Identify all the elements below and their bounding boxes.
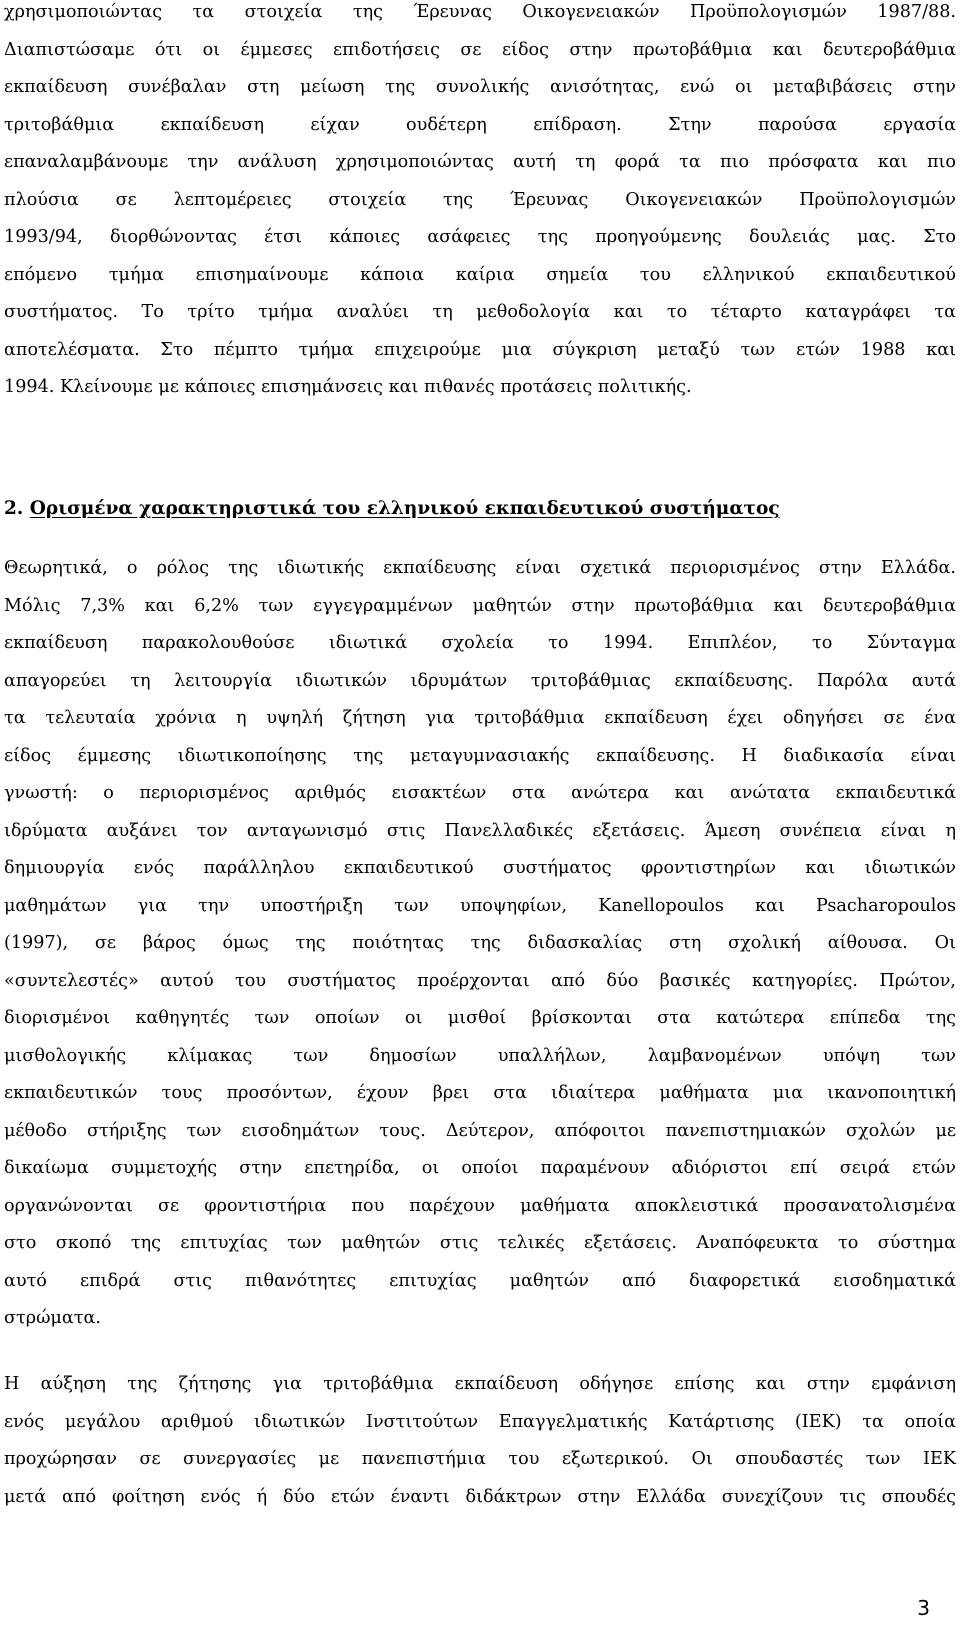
text-line: ιδρύματα αυξάνει τον ανταγωνισμό στις Πανελλαδικές εξετάσεις. Άμεση συνέπεια είναι η bbox=[4, 820, 956, 841]
intro-paragraph bbox=[4, 0, 956, 407]
text-line: 1993/94, διορθώνοντας έτσι κάποιες ασάφειες της προηγούμενης δουλειάς μας. Στο bbox=[4, 227, 956, 247]
text-line: μαθημάτων για την υποστήριξη των υποψηφίων, Kanellopoulos και Psacharopoulos bbox=[4, 895, 956, 916]
text-line: πλούσια σε λεπτομέρειες στοιχεία της Έρευνας Οικογενειακών Προϋπολογισμών bbox=[4, 189, 956, 210]
text-line: αποτελέσματα. Στο πέμπτο τμήμα επιχειρούμε μια σύγκριση μεταξύ των ετών 1988 και bbox=[4, 339, 956, 360]
text-line: εκπαίδευση συνέβαλαν στη μείωση της συνολικής ανισότητας, ενώ οι μεταβιβάσεις στην bbox=[4, 77, 956, 97]
text-line: απαγορεύει τη λειτουργία ιδιωτικών ιδρυμάτων τριτοβάθμιας εκπαίδευσης. Παρόλα αυτά bbox=[4, 670, 956, 691]
text-line: μισθολογικής κλίμακας των δημοσίων υπαλλήλων, λαμβανομένων υπόψη των bbox=[4, 1045, 956, 1066]
text-line: διορισμένοι καθηγητές των οποίων οι μισθοί βρίσκονται στα κατώτερα επίπεδα της bbox=[4, 1008, 956, 1028]
text-line: «συντελεστές» αυτού του συστήματος προέρχονται από δύο βασικές κατηγορίες. Πρώτον, bbox=[4, 970, 956, 991]
text-line: δημιουργία ενός παράλληλου εκπαιδευτικού συστήματος φροντιστηρίων και ιδιωτικών bbox=[4, 858, 956, 878]
text-line: 1994. Κλείνουμε με κάποιες επισημάνσεις και πιθανές προτάσεις πολιτικής. bbox=[4, 377, 692, 397]
text-line: τριτοβάθμια εκπαίδευση είχαν ουδέτερη επίδραση. Στην παρούσα εργασία bbox=[4, 114, 956, 135]
text-line: στρώματα. bbox=[4, 1308, 101, 1328]
text-line: επόμενο τμήμα επισημαίνουμε κάποια καίρια σημεία του ελληνικού εκπαιδευτικού bbox=[4, 264, 956, 285]
text-line: εκπαιδευτικών τους προσόντων, έχουν βρει στα ιδιαίτερα μαθήματα μια ικανοποιητική bbox=[4, 1083, 956, 1103]
text-line: είδος έμμεσης ιδιωτικοποίησης της μεταγυμνασιακής εκπαίδευσης. Η διαδικασία είναι bbox=[4, 745, 956, 766]
section-number: 2. bbox=[4, 498, 24, 519]
page-number: 3 bbox=[917, 1596, 930, 1620]
section-title: Ορισμένα χαρακτηριστικά του ελληνικού εκπαιδευτικού συστήματος bbox=[29, 498, 780, 519]
text-line: δικαίωμα συμμετοχής στην επετηρίδα, οι οποίοι παραμένουν αδιόριστοι επί σειρά ετών bbox=[4, 1158, 956, 1178]
text-line: εκπαίδευση παρακολουθούσε ιδιωτικά σχολεία το 1994. Επιπλέον, το Σύνταγμα bbox=[4, 633, 956, 653]
text-line: χρησιμοποιώντας τα στοιχεία της Έρευνας Οικογενειακών Προϋπολογισμών 1987/88. bbox=[4, 2, 956, 22]
text-line: Διαπιστώσαμε ότι οι έμμεσες επιδοτήσεις σε είδος στην πρωτοβάθμια και δευτεροβάθμια bbox=[4, 39, 956, 60]
text-line: Μόλις 7,3% και 6,2% των εγγεγραμμένων μαθητών στην πρωτοβάθμια και δευτεροβάθμια bbox=[4, 595, 956, 616]
section-heading bbox=[4, 498, 780, 519]
text-line: οργανώνονται σε φροντιστήρια που παρέχουν μαθήματα αποκλειστικά προσανατολισμένα bbox=[4, 1195, 956, 1216]
text-line: μετά από φοίτηση ενός ή δύο ετών έναντι διδάκτρων στην Ελλάδα συνεχίζουν τις σπουδές bbox=[4, 1486, 956, 1507]
text-line: γνωστή: ο περιορισμένος αριθμός εισακτέων στα ανώτερα και ανώτατα εκπαιδευτικά bbox=[4, 783, 956, 803]
text-line: Θεωρητικά, ο ρόλος της ιδιωτικής εκπαίδευσης είναι σχετικά περιορισμένος στην Ελλάδα. bbox=[4, 558, 956, 578]
text-line: επαναλαμβάνουμε την ανάλυση χρησιμοποιώντας αυτή τη φορά τα πιο πρόσφατα και πιο bbox=[4, 152, 956, 172]
text-line: αυτό επιδρά στις πιθανότητες επιτυχίας μαθητών από διαφορετικά εισοδηματικά bbox=[4, 1270, 956, 1291]
text-line: ενός μεγάλου αριθμού ιδιωτικών Ινστιτούτων Επαγγελματικής Κατάρτισης (ΙΕΚ) τα οποία bbox=[4, 1411, 956, 1432]
text-line: (1997), σε βάρος όμως της ποιότητας της διδασκαλίας στη σχολική αίθουσα. Οι bbox=[4, 933, 956, 953]
text-line: προχώρησαν σε συνεργασίες με πανεπιστήμια του εξωτερικού. Οι σπουδαστές των ΙΕΚ bbox=[4, 1449, 956, 1469]
iek-paragraph bbox=[4, 1366, 956, 1516]
text-line: Η αύξηση της ζήτησης για τριτοβάθμια εκπαίδευση οδήγησε επίσης και στην εμφάνιση bbox=[4, 1374, 956, 1394]
text-line: συστήματος. Το τρίτο τμήμα αναλύει τη μεθοδολογία και το τέταρτο καταγράφει τα bbox=[4, 302, 956, 322]
section-paragraph bbox=[4, 550, 956, 1338]
text-line: τα τελευταία χρόνια η υψηλή ζήτηση για τριτοβάθμια εκπαίδευση έχει οδηγήσει σε ένα bbox=[4, 708, 956, 728]
text-line: μέθοδο στήριξης των εισοδημάτων τους. Δεύτερον, απόφοιτοι πανεπιστημιακών σχολών με bbox=[4, 1120, 956, 1141]
text-line: στο σκοπό της επιτυχίας των μαθητών στις τελικές εξετάσεις. Αναπόφευκτα το σύστημα bbox=[4, 1233, 956, 1253]
